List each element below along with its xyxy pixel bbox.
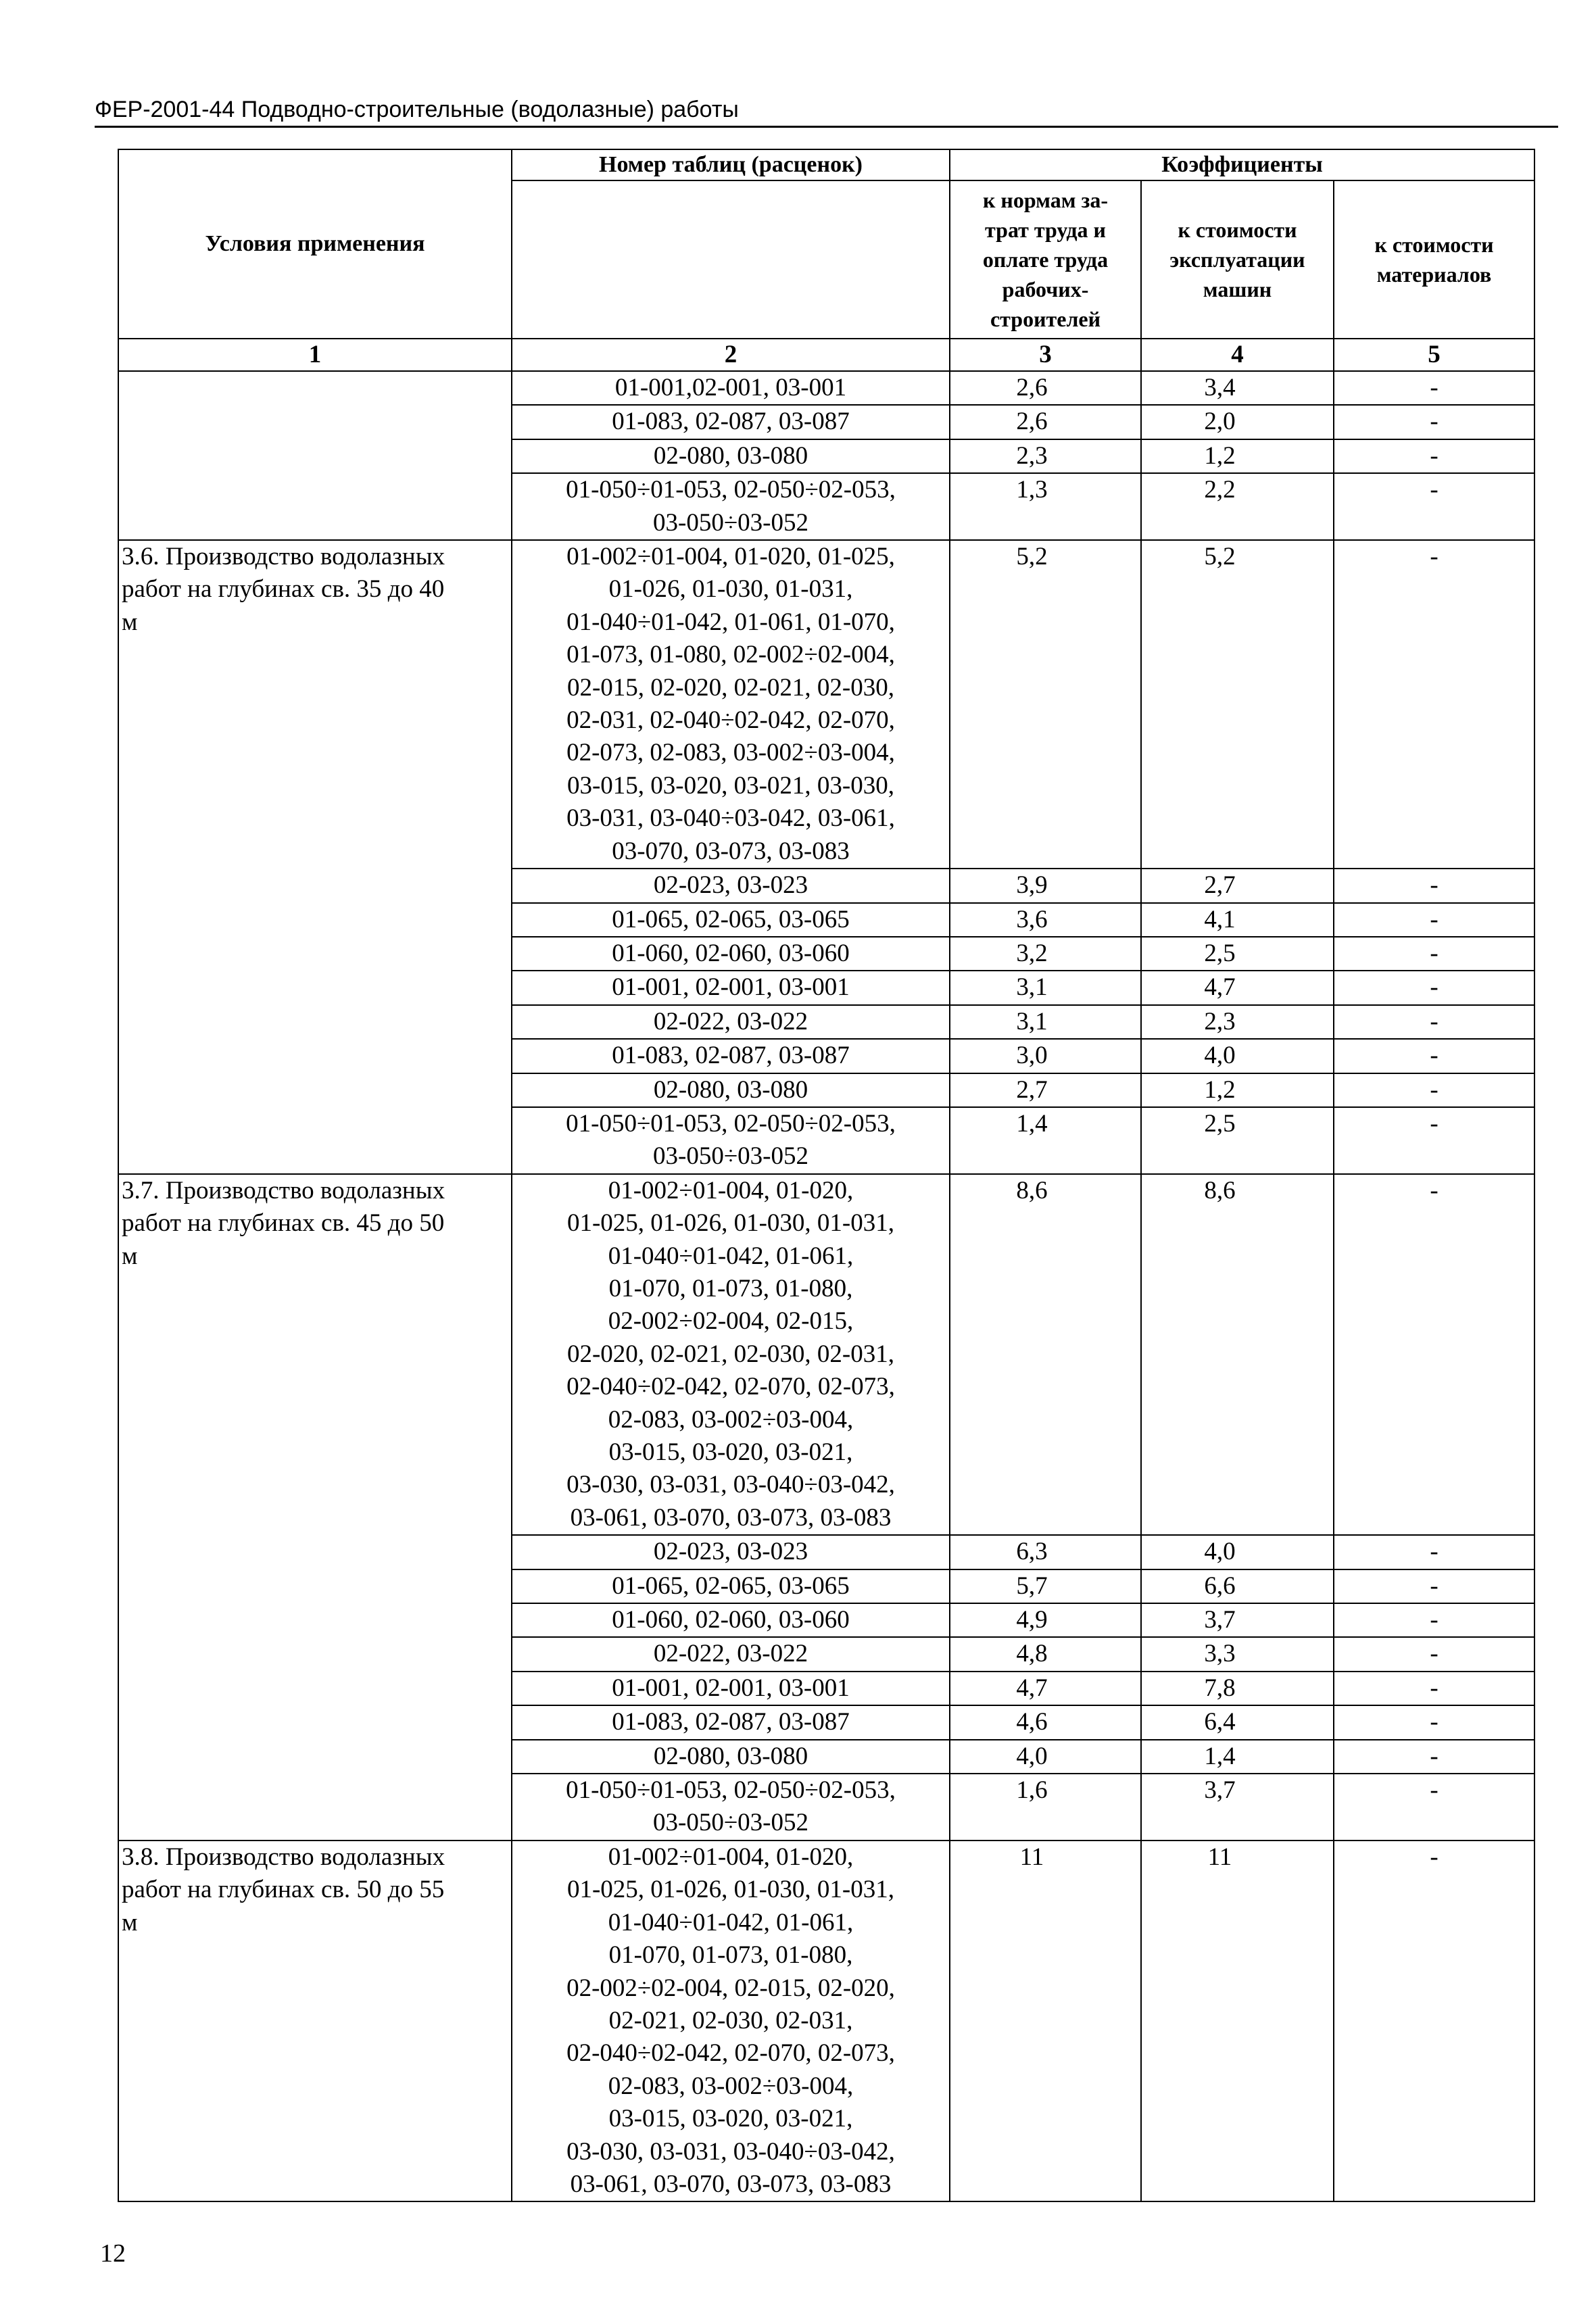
table-numbers-cell: 01-002÷01-004, 01-020, 01-025, 01-026, 01-030, 01-031, 01-040÷01-042, 01-061, 01-070, 01-073, 01-080, 02-002÷02-004, 02-015, 02-020, 02-021, 02-030, 02-031, 02-040÷02-042, 02-070, 02-073, 02-083, 03-002÷03-004, 03-015, 03-020, 03-021, 03-030, 03-031, 03-040÷03-042, 03-061, 03-070, 03-073, 03-083 bbox=[512, 1841, 950, 2201]
condition-cell: 3.6. Производство водолазных работ на глубинах св. 35 до 40 м bbox=[118, 540, 512, 1174]
machines-coefficient-cell: 2,7 bbox=[1141, 869, 1334, 902]
labor-coefficient-cell: 4,7 bbox=[950, 1672, 1141, 1705]
labor-coefficient-cell: 3,1 bbox=[950, 971, 1141, 1004]
materials-coefficient-cell: - bbox=[1334, 1005, 1534, 1039]
table-numbers-cell: 01-083, 02-087, 03-087 bbox=[512, 1039, 950, 1073]
labor-coefficient-cell: 3,1 bbox=[950, 1005, 1141, 1039]
table-numbers-cell: 02-023, 03-023 bbox=[512, 1535, 950, 1569]
page-header: ФЕР-2001-44 Подводно-строительные (водолазные) работы bbox=[95, 95, 1558, 128]
table-row bbox=[118, 1841, 1534, 2201]
header-machines: к стоимости эксплуатации машин bbox=[1141, 180, 1334, 339]
materials-coefficient-cell: - bbox=[1334, 1740, 1534, 1774]
materials-coefficient-cell: - bbox=[1334, 937, 1534, 971]
machines-coefficient-cell: 2,0 bbox=[1141, 405, 1334, 439]
table-numbers-cell: 01-065, 02-065, 03-065 bbox=[512, 1569, 950, 1603]
column-number: 4 bbox=[1141, 339, 1334, 371]
materials-coefficient-cell: - bbox=[1334, 1603, 1534, 1637]
machines-coefficient-cell: 8,6 bbox=[1141, 1174, 1334, 1535]
table-numbers-cell: 01-002÷01-004, 01-020, 01-025, 01-026, 01-030, 01-031, 01-040÷01-042, 01-061, 01-070, 01-073, 01-080, 02-002÷02-004, 02-015, 02-020, 02-021, 02-030, 02-031, 02-040÷02-042, 02-070, 02-073, 02-083, 03-002÷03-004, 03-015, 03-020, 03-021, 03-030, 03-031, 03-040÷03-042, 03-061, 03-070, 03-073, 03-083 bbox=[512, 540, 950, 869]
labor-coefficient-cell: 5,7 bbox=[950, 1569, 1141, 1603]
materials-coefficient-cell: - bbox=[1334, 1107, 1534, 1174]
labor-coefficient-cell: 4,9 bbox=[950, 1603, 1141, 1637]
table-row bbox=[118, 540, 1534, 869]
header-materials: к стоимости материалов bbox=[1334, 180, 1534, 339]
labor-coefficient-cell: 2,6 bbox=[950, 405, 1141, 439]
table-numbers-cell: 02-023, 03-023 bbox=[512, 869, 950, 902]
table-numbers-cell: 01-050÷01-053, 02-050÷02-053, 03-050÷03-052 bbox=[512, 1774, 950, 1841]
materials-coefficient-cell: - bbox=[1334, 1841, 1534, 2201]
labor-coefficient-cell: 3,9 bbox=[950, 869, 1141, 902]
machines-coefficient-cell: 2,5 bbox=[1141, 1107, 1334, 1174]
labor-coefficient-cell: 8,6 bbox=[950, 1174, 1141, 1535]
table-numbers-cell: 01-083, 02-087, 03-087 bbox=[512, 405, 950, 439]
materials-coefficient-cell: - bbox=[1334, 1073, 1534, 1107]
machines-coefficient-cell: 5,2 bbox=[1141, 540, 1334, 869]
machines-coefficient-cell: 11 bbox=[1141, 1841, 1334, 2201]
machines-coefficient-cell: 3,7 bbox=[1141, 1774, 1334, 1841]
materials-coefficient-cell: - bbox=[1334, 1774, 1534, 1841]
materials-coefficient-cell: - bbox=[1334, 1637, 1534, 1671]
materials-coefficient-cell: - bbox=[1334, 540, 1534, 869]
table-numbers-cell: 01-002÷01-004, 01-020, 01-025, 01-026, 01-030, 01-031, 01-040÷01-042, 01-061, 01-070, 01-073, 01-080, 02-002÷02-004, 02-015, 02-020, 02-021, 02-030, 02-031, 02-040÷02-042, 02-070, 02-073, 02-083, 03-002÷03-004, 03-015, 03-020, 03-021, 03-030, 03-031, 03-040÷03-042, 03-061, 03-070, 03-073, 03-083 bbox=[512, 1174, 950, 1535]
labor-coefficient-cell: 1,4 bbox=[950, 1107, 1141, 1174]
materials-coefficient-cell: - bbox=[1334, 1535, 1534, 1569]
machines-coefficient-cell: 3,3 bbox=[1141, 1637, 1334, 1671]
labor-coefficient-cell: 3,2 bbox=[950, 937, 1141, 971]
column-number: 2 bbox=[512, 339, 950, 371]
labor-coefficient-cell: 5,2 bbox=[950, 540, 1141, 869]
column-number: 1 bbox=[118, 339, 512, 371]
header-coefficients: Коэффициенты bbox=[950, 149, 1534, 180]
materials-coefficient-cell: - bbox=[1334, 1569, 1534, 1603]
table-numbers-cell: 01-050÷01-053, 02-050÷02-053, 03-050÷03-052 bbox=[512, 1107, 950, 1174]
materials-coefficient-cell: - bbox=[1334, 1705, 1534, 1739]
labor-coefficient-cell: 6,3 bbox=[950, 1535, 1141, 1569]
table-numbers-cell: 02-080, 03-080 bbox=[512, 1740, 950, 1774]
header-table-numbers: Номер таблиц (расценок) bbox=[512, 149, 950, 180]
table-numbers-cell: 01-065, 02-065, 03-065 bbox=[512, 903, 950, 937]
labor-coefficient-cell: 4,8 bbox=[950, 1637, 1141, 1671]
machines-coefficient-cell: 3,4 bbox=[1141, 371, 1334, 405]
header-conditions: Условия применения bbox=[118, 149, 512, 339]
materials-coefficient-cell: - bbox=[1334, 1039, 1534, 1073]
table-numbers-cell: 01-001, 02-001, 03-001 bbox=[512, 1672, 950, 1705]
header-labor: к нормам за- трат труда и оплате труда рабочих- строителей bbox=[950, 180, 1141, 339]
table-numbers-cell: 02-022, 03-022 bbox=[512, 1005, 950, 1039]
materials-coefficient-cell: - bbox=[1334, 1672, 1534, 1705]
table-row bbox=[118, 1174, 1534, 1535]
labor-coefficient-cell: 4,0 bbox=[950, 1740, 1141, 1774]
table-numbers-cell: 01-060, 02-060, 03-060 bbox=[512, 1603, 950, 1637]
table-numbers-cell: 01-060, 02-060, 03-060 bbox=[512, 937, 950, 971]
machines-coefficient-cell: 2,2 bbox=[1141, 473, 1334, 540]
column-number: 5 bbox=[1334, 339, 1534, 371]
machines-coefficient-cell: 3,7 bbox=[1141, 1603, 1334, 1637]
column-number: 3 bbox=[950, 339, 1141, 371]
labor-coefficient-cell: 2,3 bbox=[950, 439, 1141, 473]
machines-coefficient-cell: 4,0 bbox=[1141, 1039, 1334, 1073]
labor-coefficient-cell: 1,3 bbox=[950, 473, 1141, 540]
machines-coefficient-cell: 1,4 bbox=[1141, 1740, 1334, 1774]
table-numbers-cell: 02-080, 03-080 bbox=[512, 439, 950, 473]
machines-coefficient-cell: 2,3 bbox=[1141, 1005, 1334, 1039]
table-numbers-cell: 01-050÷01-053, 02-050÷02-053, 03-050÷03-052 bbox=[512, 473, 950, 540]
table-numbers-cell: 02-022, 03-022 bbox=[512, 1637, 950, 1671]
condition-cell: 3.8. Производство водолазных работ на глубинах св. 50 до 55 м bbox=[118, 1841, 512, 2201]
table-numbers-cell: 02-080, 03-080 bbox=[512, 1073, 950, 1107]
machines-coefficient-cell: 7,8 bbox=[1141, 1672, 1334, 1705]
table-numbers-cell: 01-001,02-001, 03-001 bbox=[512, 371, 950, 405]
table-row bbox=[118, 371, 1534, 405]
condition-cell: 3.7. Производство водолазных работ на глубинах св. 45 до 50 м bbox=[118, 1174, 512, 1841]
labor-coefficient-cell: 1,6 bbox=[950, 1774, 1141, 1841]
machines-coefficient-cell: 4,0 bbox=[1141, 1535, 1334, 1569]
materials-coefficient-cell: - bbox=[1334, 971, 1534, 1004]
machines-coefficient-cell: 1,2 bbox=[1141, 439, 1334, 473]
materials-coefficient-cell: - bbox=[1334, 405, 1534, 439]
coefficients-table bbox=[118, 149, 1535, 2202]
labor-coefficient-cell: 3,6 bbox=[950, 903, 1141, 937]
column-numbers-row bbox=[118, 339, 1534, 371]
labor-coefficient-cell: 2,6 bbox=[950, 371, 1141, 405]
table-numbers-cell: 01-001, 02-001, 03-001 bbox=[512, 971, 950, 1004]
materials-coefficient-cell: - bbox=[1334, 1174, 1534, 1535]
machines-coefficient-cell: 4,1 bbox=[1141, 903, 1334, 937]
machines-coefficient-cell: 4,7 bbox=[1141, 971, 1334, 1004]
header-table-numbers-blank bbox=[512, 180, 950, 339]
materials-coefficient-cell: - bbox=[1334, 903, 1534, 937]
page-number: 12 bbox=[100, 2239, 126, 2268]
table-numbers-cell: 01-083, 02-087, 03-087 bbox=[512, 1705, 950, 1739]
machines-coefficient-cell: 2,5 bbox=[1141, 937, 1334, 971]
machines-coefficient-cell: 6,4 bbox=[1141, 1705, 1334, 1739]
materials-coefficient-cell: - bbox=[1334, 473, 1534, 540]
labor-coefficient-cell: 4,6 bbox=[950, 1705, 1141, 1739]
labor-coefficient-cell: 3,0 bbox=[950, 1039, 1141, 1073]
machines-coefficient-cell: 6,6 bbox=[1141, 1569, 1334, 1603]
materials-coefficient-cell: - bbox=[1334, 869, 1534, 902]
labor-coefficient-cell: 2,7 bbox=[950, 1073, 1141, 1107]
labor-coefficient-cell: 11 bbox=[950, 1841, 1141, 2201]
materials-coefficient-cell: - bbox=[1334, 439, 1534, 473]
condition-cell bbox=[118, 371, 512, 540]
materials-coefficient-cell: - bbox=[1334, 371, 1534, 405]
machines-coefficient-cell: 1,2 bbox=[1141, 1073, 1334, 1107]
